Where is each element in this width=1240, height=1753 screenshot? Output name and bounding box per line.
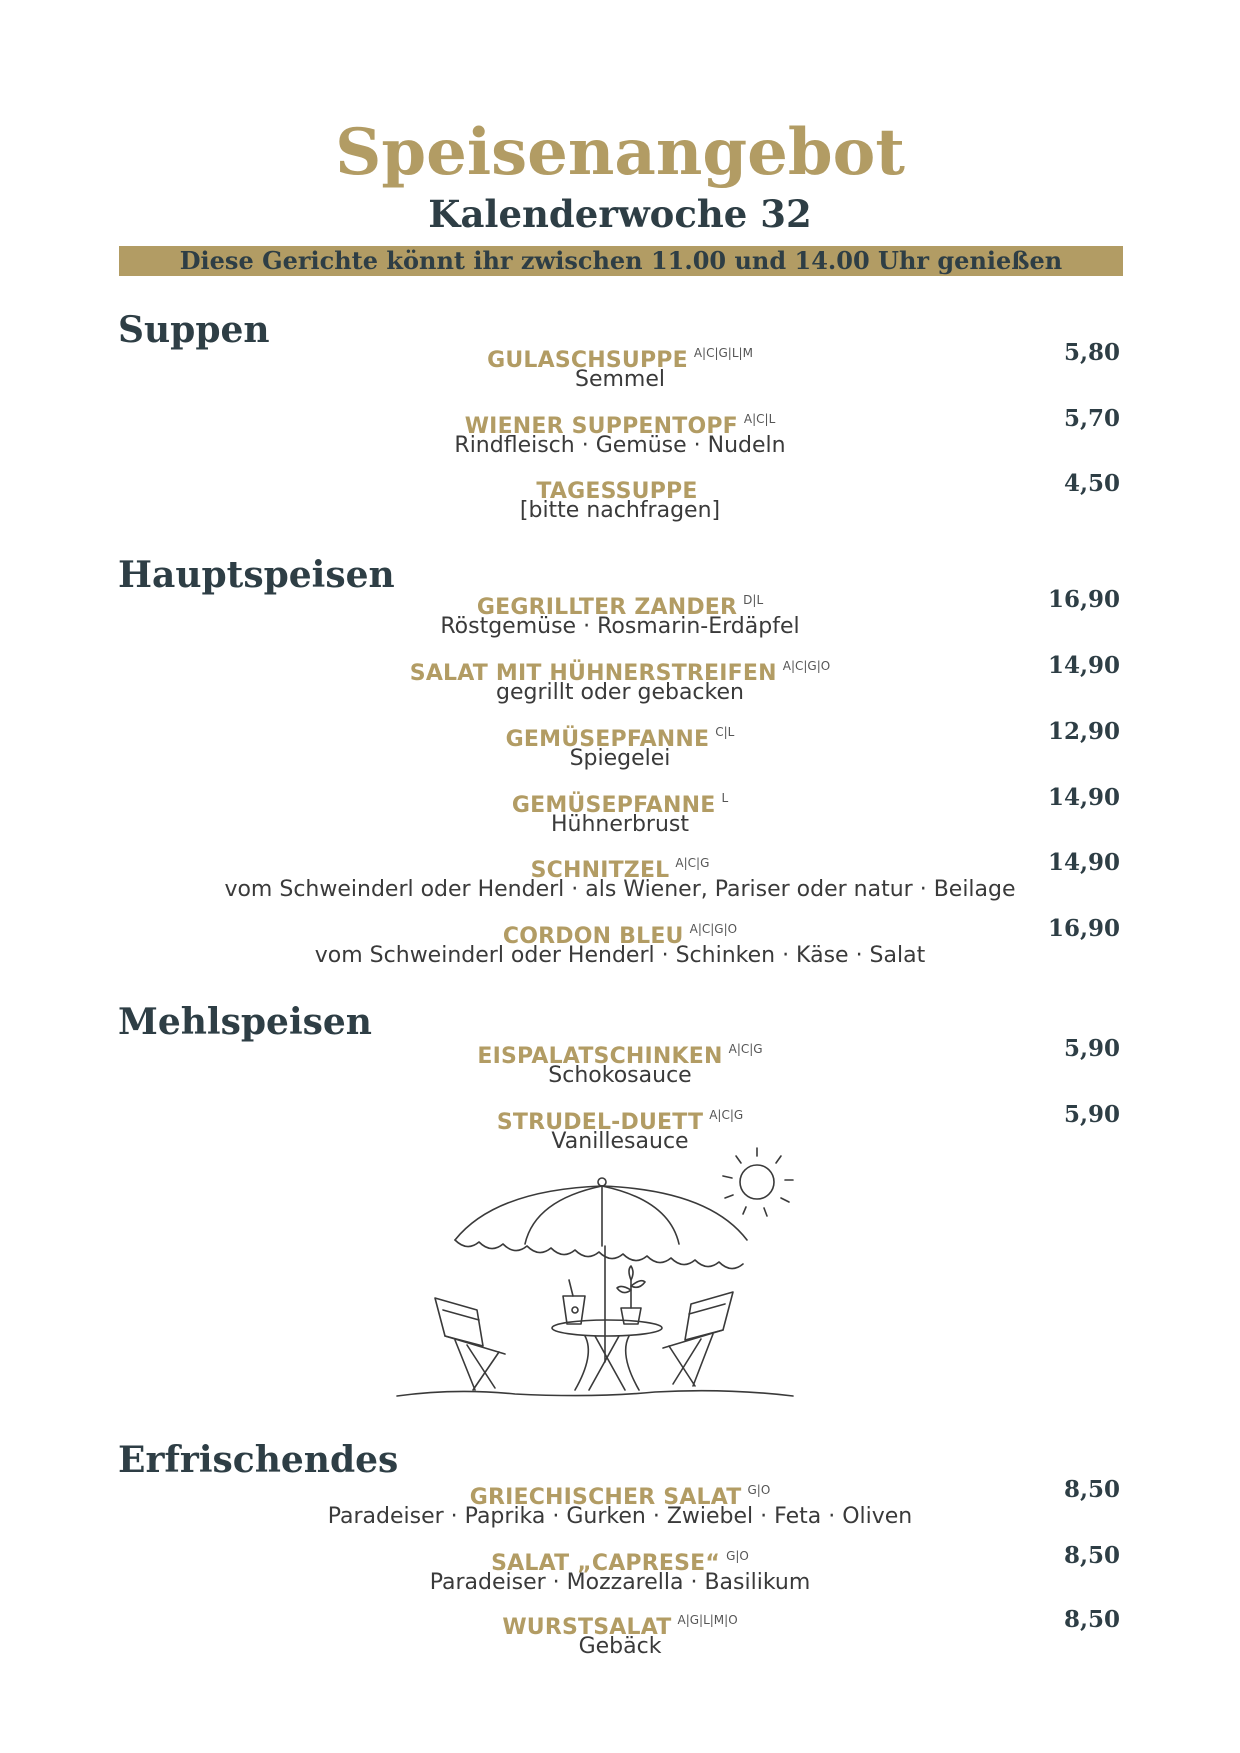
- chair-left-icon: [435, 1298, 505, 1390]
- item-name: CORDON BLEU: [502, 924, 684, 949]
- item-name: GEMÜSEPFANNE: [505, 727, 710, 752]
- item-name: SALAT MIT HÜHNERSTREIFEN: [409, 661, 777, 686]
- item-description: Hühnerbrust: [551, 812, 689, 837]
- item-description: gegrillt oder gebacken: [496, 680, 744, 705]
- item-price: 8,50: [1063, 1476, 1120, 1503]
- item-price: 12,90: [1047, 718, 1120, 745]
- menu-item: [0, 1035, 1240, 1089]
- item-name: SCHNITZEL: [530, 858, 670, 883]
- serving-hours-banner: Diese Gerichte könnt ihr zwischen 11.00 und 14.00 Uhr genießen: [119, 246, 1123, 276]
- menu-item: [0, 1476, 1240, 1530]
- item-name: EISPALATSCHINKEN: [477, 1044, 723, 1069]
- item-price: 4,50: [1063, 470, 1120, 497]
- ground-line: [397, 1391, 793, 1396]
- drink-glass-icon: [563, 1280, 585, 1324]
- menu-item: [0, 915, 1240, 969]
- menu-item: [0, 718, 1240, 772]
- item-description: vom Schweinderl oder Henderl · als Wiener, Pariser oder natur · Beilage: [224, 877, 1016, 902]
- item-price: 5,70: [1063, 405, 1120, 432]
- item-description: Semmel: [574, 367, 665, 392]
- potted-plant-icon: [617, 1266, 645, 1324]
- item-name: GEGRILLTER ZANDER: [476, 595, 738, 620]
- item-allergens: D|L: [743, 593, 764, 607]
- item-allergens: L: [721, 791, 729, 805]
- item-name: GRIECHISCHER SALAT: [469, 1485, 742, 1510]
- item-description: Röstgemüse · Rosmarin-Erdäpfel: [440, 614, 800, 639]
- item-price: 5,90: [1063, 1035, 1120, 1062]
- table-icon: [552, 1320, 662, 1390]
- page-title: Speisenangebot: [335, 115, 905, 190]
- item-price: 14,90: [1047, 849, 1120, 876]
- item-allergens: A|C|G: [709, 1108, 744, 1122]
- menu-item: [0, 405, 1240, 459]
- item-price: 16,90: [1047, 915, 1120, 942]
- item-price: 5,80: [1063, 339, 1120, 366]
- item-allergens: G|O: [747, 1483, 771, 1497]
- item-allergens: A|C|G|L|M: [693, 346, 753, 360]
- item-description: Schokosauce: [548, 1063, 692, 1088]
- section-title-hauptspeisen: Hauptspeisen: [118, 554, 395, 596]
- cafe-table-umbrella-sun-illustration: [395, 1140, 815, 1420]
- item-allergens: A|C|G|O: [689, 922, 738, 936]
- section-title-suppen: Suppen: [118, 309, 270, 351]
- item-description: Rindfleisch · Gemüse · Nudeln: [454, 433, 786, 458]
- menu-item: [0, 1542, 1240, 1596]
- item-allergens: G|O: [726, 1549, 749, 1563]
- menu-item: [0, 1606, 1240, 1660]
- item-price: 5,90: [1063, 1101, 1120, 1128]
- week-subtitle: Kalenderwoche 32: [428, 192, 812, 236]
- item-allergens: A|G|L|M|O: [677, 1613, 738, 1627]
- section-title-erfrischendes: Erfrischendes: [118, 1439, 399, 1481]
- item-name: WURSTSALAT: [502, 1615, 672, 1640]
- menu-item: [0, 784, 1240, 838]
- item-allergens: A|C|G: [675, 856, 710, 870]
- item-name: STRUDEL-DUETT: [496, 1110, 704, 1135]
- menu-item: [0, 652, 1240, 706]
- item-allergens: A|C|L: [743, 412, 776, 426]
- item-description: Spiegelei: [569, 746, 671, 771]
- item-description: Gebäck: [578, 1634, 662, 1659]
- item-price: 16,90: [1047, 586, 1120, 613]
- item-description: Vanillesauce: [551, 1129, 689, 1154]
- item-name: TAGESSUPPE: [536, 479, 698, 504]
- item-name: GULASCHSUPPE: [487, 348, 688, 373]
- item-price: 14,90: [1047, 784, 1120, 811]
- item-price: 8,50: [1063, 1606, 1120, 1633]
- item-price: 14,90: [1047, 652, 1120, 679]
- sun-icon: [723, 1148, 793, 1216]
- item-allergens: A|C|G|O: [782, 659, 831, 673]
- menu-item: [0, 339, 1240, 393]
- item-name: SALAT „CAPRESE“: [491, 1551, 721, 1576]
- chair-right-icon: [663, 1292, 733, 1386]
- item-allergens: C|L: [715, 725, 735, 739]
- item-description: [bitte nachfragen]: [519, 498, 721, 523]
- item-allergens: A|C|G: [728, 1042, 763, 1056]
- menu-item: [0, 849, 1240, 903]
- menu-item: [0, 470, 1240, 524]
- item-name: WIENER SUPPENTOPF: [464, 414, 738, 439]
- section-title-mehlspeisen: Mehlspeisen: [118, 1001, 372, 1043]
- item-name: GEMÜSEPFANNE: [511, 793, 716, 818]
- item-description: Paradeiser · Paprika · Gurken · Zwiebel · Feta · Oliven: [327, 1504, 913, 1529]
- item-description: Paradeiser · Mozzarella · Basilikum: [429, 1570, 811, 1595]
- item-price: 8,50: [1063, 1542, 1120, 1569]
- item-description: vom Schweinderl oder Henderl · Schinken · Käse · Salat: [314, 943, 926, 968]
- menu-item: [0, 586, 1240, 640]
